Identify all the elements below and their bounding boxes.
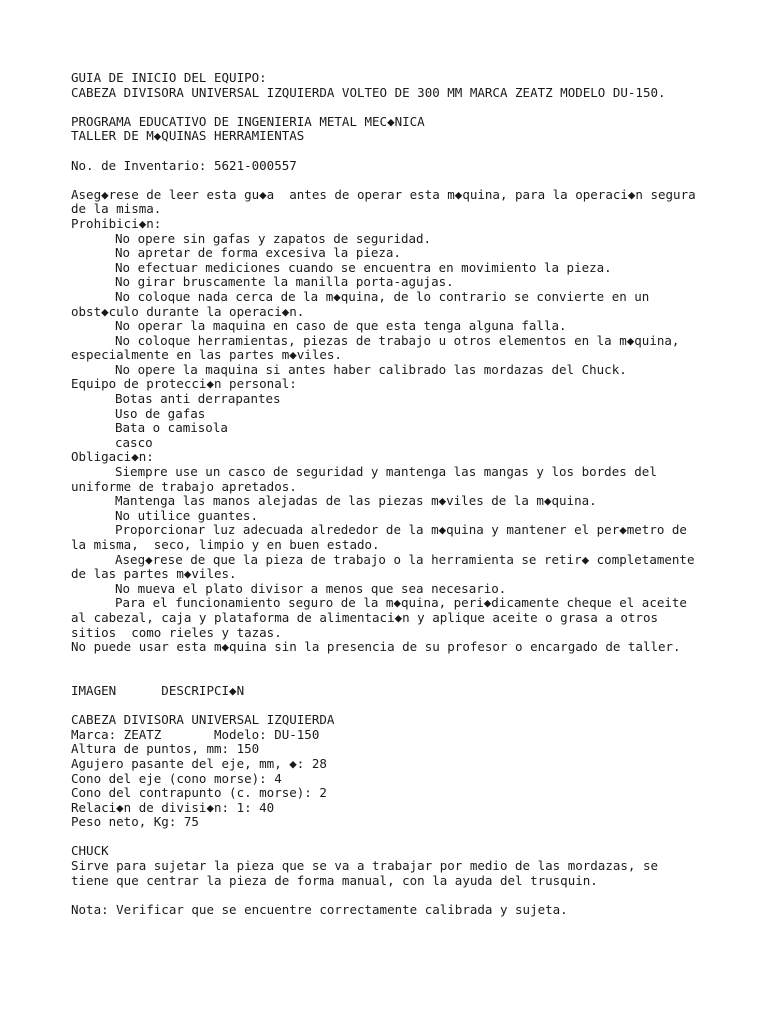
spec-line: Cono del eje (cono morse): 4	[71, 770, 282, 786]
equipo-title: Equipo de protecci◆n personal:	[71, 376, 297, 392]
obligacion-item-line: Para el funcionamiento seguro de la m◆quina, peri◆dicamente cheque el aceite	[115, 595, 687, 611]
prohibicion-item: No efectuar mediciones cuando se encuentra en movimiento la pieza.	[115, 259, 612, 275]
spec-line: Cono del contrapunto (c. morse): 2	[71, 785, 327, 801]
prohibicion-item-line: especialmente en las partes m◆viles.	[71, 347, 342, 363]
obligacion-item-line: uniforme de trabajo apretados.	[71, 478, 297, 494]
specs-title: CABEZA DIVISORA UNIVERSAL IZQUIERDA	[71, 712, 335, 728]
chuck-title: CHUCK	[71, 843, 109, 859]
intro-line-2: de la misma.	[71, 201, 162, 217]
obligacion-item-line: Proporcionar luz adecuada alrededor de la m◆quina y mantener el per◆metro de	[115, 522, 687, 538]
obligacion-title: Obligaci◆n:	[71, 449, 154, 465]
spec-line: Agujero pasante del eje, mm, ◆: 28	[71, 755, 327, 771]
equipo-item: casco	[115, 434, 153, 450]
prohibicion-item: No apretar de forma excesiva la pieza.	[115, 245, 401, 261]
prohibicion-item: No girar bruscamente la manilla porta-agujas.	[115, 274, 454, 290]
chuck-note: Nota: Verificar que se encuentre correctamente calibrada y sujeta.	[71, 901, 568, 917]
prohibicion-item-line: obst◆culo durante la operaci◆n.	[71, 303, 305, 319]
prohibicion-item-line: No coloque nada cerca de la m◆quina, de lo contrario se convierte en un	[115, 288, 650, 304]
spec-line: Altura de puntos, mm: 150	[71, 741, 260, 757]
prohibicion-item: No opere sin gafas y zapatos de seguridad.	[115, 230, 432, 246]
obligacion-item-line: Aseg◆rese de que la pieza de trabajo o la herramienta se retir◆ completamente	[115, 551, 695, 567]
obligacion-item-line: al cabezal, caja y plataforma de alimentaci◆n y aplique aceite o grasa a otros	[71, 609, 658, 625]
equipo-item: Botas anti derrapantes	[115, 391, 281, 407]
prohibicion-item-line: No coloque herramientas, piezas de trabajo u otros elementos en la m◆quina,	[115, 332, 680, 348]
inventory-number: No. de Inventario: 5621-000557	[71, 157, 297, 173]
spec-line: Marca: ZEATZ Modelo: DU-150	[71, 726, 320, 742]
prohibicion-item: No operar la maquina en caso de que esta tenga alguna falla.	[115, 318, 567, 334]
intro-line-1: Aseg◆rese de leer esta gu◆a antes de operar esta m◆quina, para la operaci◆n segura	[71, 186, 696, 202]
spec-line: Relaci◆n de divisi◆n: 1: 40	[71, 799, 275, 815]
equipo-item: Uso de gafas	[115, 405, 206, 421]
prohibicion-item: No opere la maquina si antes haber calibrado las mordazas del Chuck.	[115, 361, 627, 377]
equipment-title: CABEZA DIVISORA UNIVERSAL IZQUIERDA VOLTEO DE 300 MM MARCA ZEATZ MODELO DU-150.	[71, 84, 666, 100]
table-header: IMAGEN DESCRIPCI◆N	[71, 682, 245, 698]
guide-title: GUIA DE INICIO DEL EQUIPO:	[71, 70, 267, 85]
document-page	[71, 71, 731, 917]
program-name: PROGRAMA EDUCATIVO DE INGENIERIA METAL MEC◆NICA	[71, 113, 425, 129]
obligacion-item-line: Siempre use un casco de seguridad y mantenga las mangas y los bordes del	[115, 464, 657, 480]
obligacion-item: Mantenga las manos alejadas de las piezas m◆viles de la m◆quina.	[115, 493, 597, 509]
obligacion-item: No utilice guantes.	[115, 507, 258, 523]
chuck-text-line: Sirve para sujetar la pieza que se va a trabajar por medio de las mordazas, se	[71, 858, 658, 874]
obligacion-item-line: de las partes m◆viles.	[71, 566, 237, 582]
chuck-text-line: tiene que centrar la pieza de forma manual, con la ayuda del trusquin.	[71, 872, 598, 888]
spec-line: Peso neto, Kg: 75	[71, 814, 199, 830]
closing-rule: No puede usar esta m◆quina sin la presencia de su profesor o encargado de taller.	[71, 639, 681, 655]
prohibicion-title: Prohibici◆n:	[71, 215, 162, 231]
obligacion-item-line: sitios como rieles y tazas.	[71, 624, 282, 640]
obligacion-item-line: la misma, seco, limpio y en buen estado.	[71, 537, 380, 552]
obligacion-item: No mueva el plato divisor a menos que sea necesario.	[115, 580, 507, 596]
workshop-name: TALLER DE M◆QUINAS HERRAMIENTAS	[71, 128, 305, 144]
equipo-item: Bata o camisola	[115, 420, 228, 436]
